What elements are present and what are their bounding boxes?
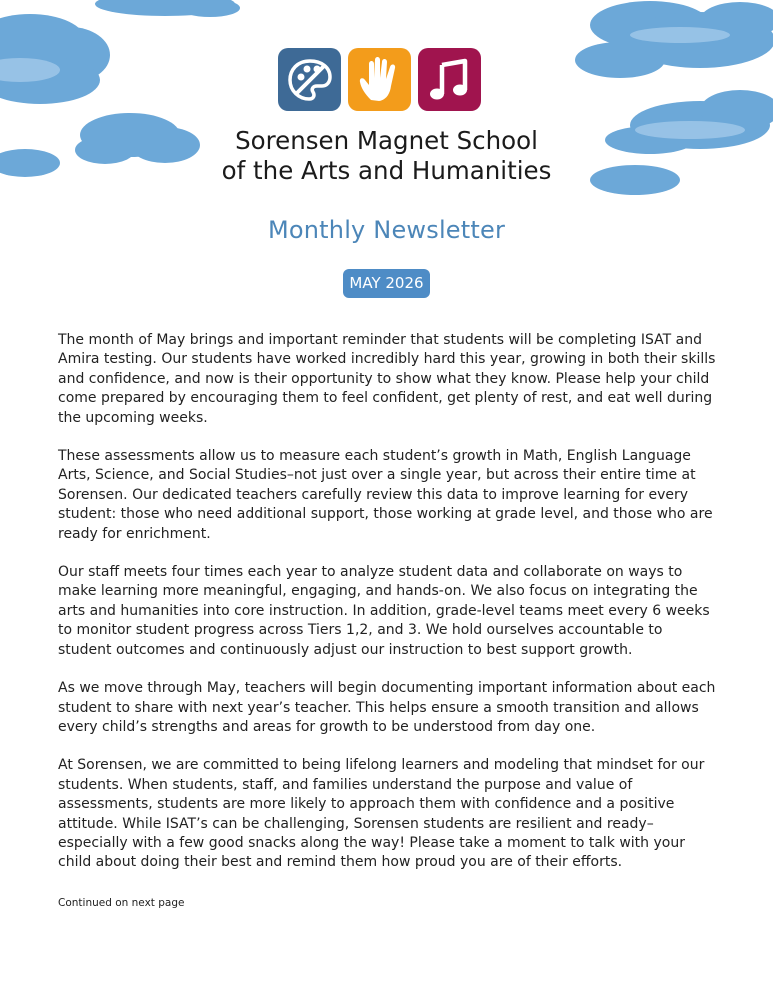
newsletter-title: Monthly Newsletter [267, 216, 506, 244]
music-note-icon [418, 48, 481, 111]
paragraph: At Sorensen, we are committed to being lifelong learners and modeling that mindset for our students. When students, staff, and families understand the purpose and value of assessments, students are more likely to approach them with confidence and a positive attitude. While ISAT’s can be challenging, Sorensen students are resilient and ready–especially with a few good snacks along the way! Please take a moment to talk with your child about doing their best and remind them how proud you are of their efforts. [58, 757, 705, 871]
hand-icon [348, 48, 411, 111]
palette-icon [278, 48, 341, 111]
paragraph: The month of May brings and important reminder that students will be completing ISAT and Amira testing. Our students have worked incredibly hard this year, growing in both their skills and confidence, and now is their opportunity to show what they know. Please help your child come prepared by encouraging them to feel confident, get plenty of rest, and eat well during the upcoming weeks. [58, 332, 716, 426]
paragraph: These assessments allow us to measure each student’s growth in Math, English Language Arts, Science, and Social Studies–not just over a single year, but across their entire time at Sorensen. Our dedicated teachers carefully review this data to improve learning for every student: those who need additional support, those working at grade level, and those who are ready for enrichment. [58, 448, 713, 542]
logo-group [278, 48, 481, 111]
paragraph: Our staff meets four times each year to analyze student data and collaborate on ways to make learning more meaningful, engaging, and hands-on. We also focus on integrating the arts and humanities into core instruction. In addition, grade-level teams meet every 6 weeks to monitor student progress across Tiers 1,2, and 3. We hold ourselves accountable to student outcomes and continuously adjust our instruction to best support growth. [58, 564, 710, 658]
date-badge: MAY 2026 [343, 269, 430, 298]
continued-note: Continued on next page [58, 897, 185, 909]
school-name [0, 126, 773, 186]
school-name-line1: Sorensen Magnet School [235, 126, 538, 155]
paragraph: As we move through May, teachers will begin documenting important information about each student to share with next year’s teacher. This helps ensure a smooth transition and allows every child’s strengths and areas for growth to be understood from day one. [58, 680, 716, 735]
school-name-line2: of the Arts and Humanities [221, 156, 552, 185]
newsletter-body [58, 331, 718, 892]
